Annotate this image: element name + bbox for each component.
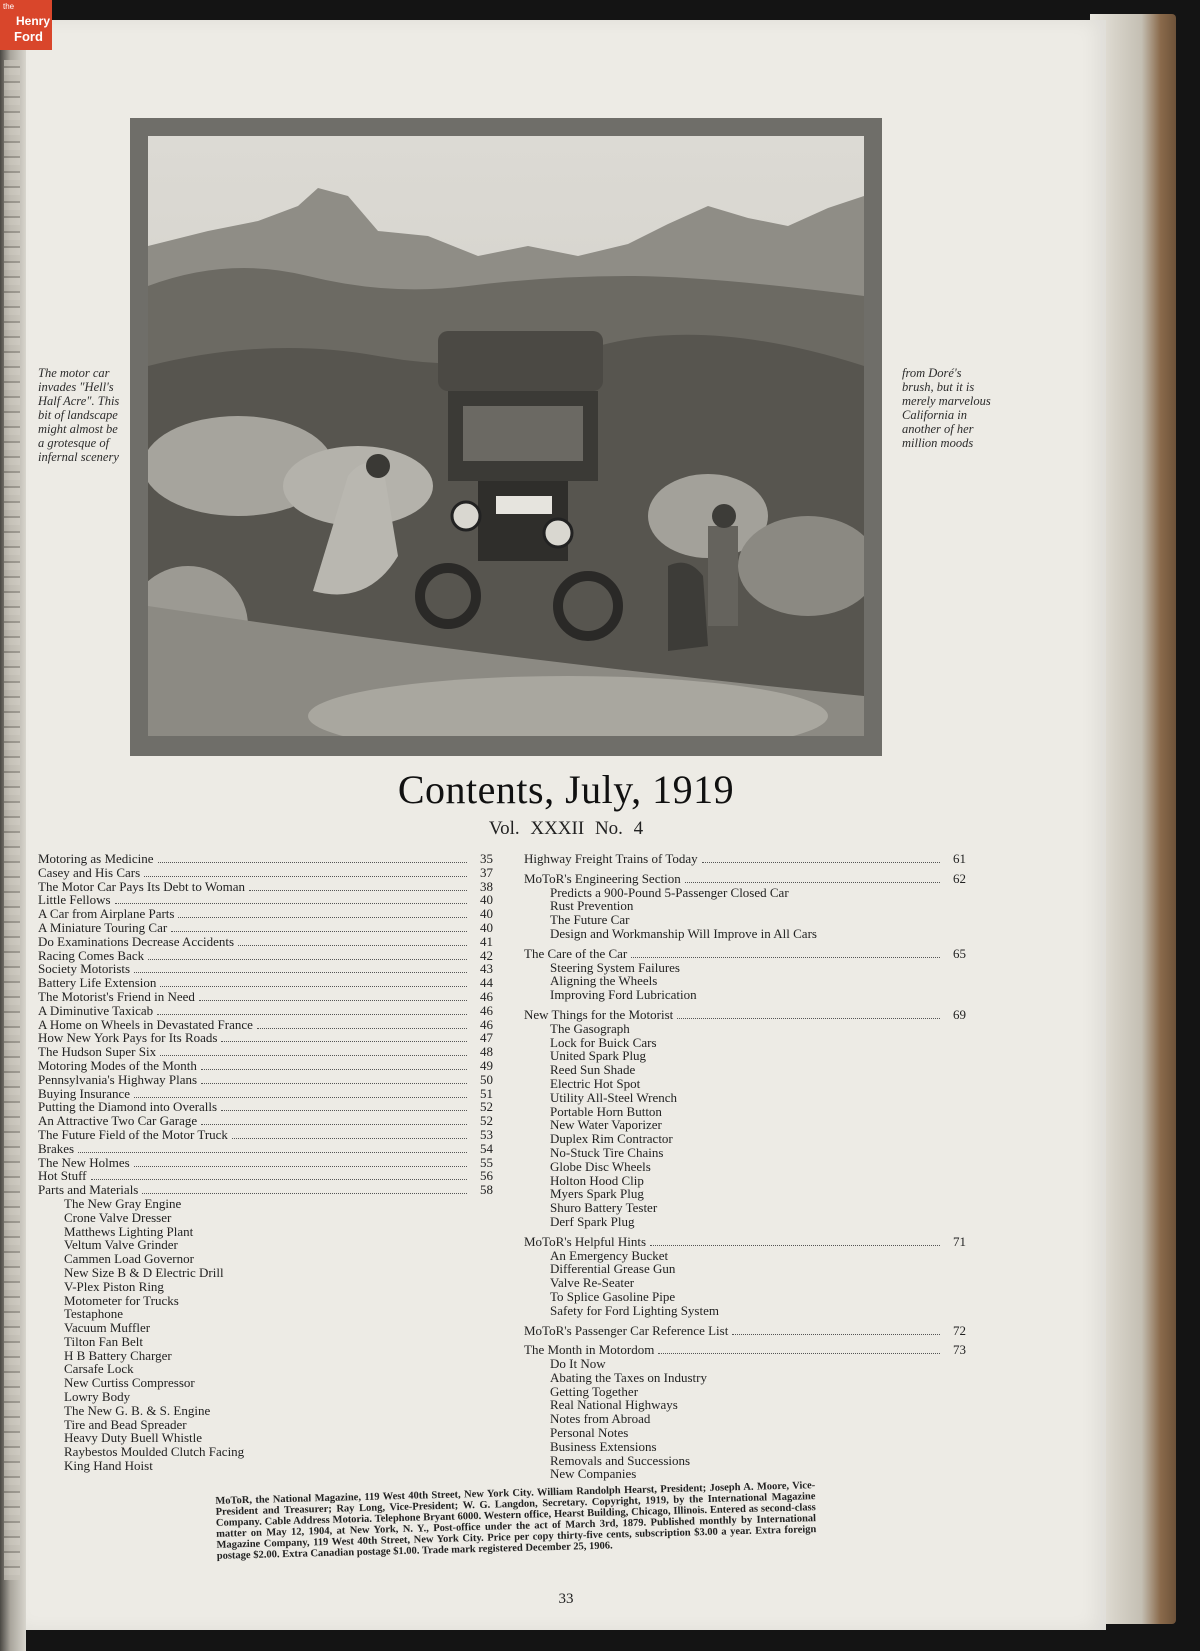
toc-subentry: Tire and Bead Spreader (64, 1416, 187, 1432)
toc-entry (38, 1073, 493, 1087)
toc-leader-dots (702, 862, 940, 863)
toc-subentry: H B Battery Charger (64, 1347, 172, 1363)
toc-leader-dots (134, 1166, 467, 1167)
toc-leader-dots (201, 1069, 467, 1070)
toc-entry (524, 1008, 966, 1022)
toc-subentry: Lock for Buick Cars (550, 1034, 657, 1050)
toc-entry-title: Parts and Materials (38, 1182, 139, 1198)
toc-entry-title: The Hudson Super Six (38, 1044, 157, 1060)
toc-entry (524, 1324, 966, 1338)
toc-leader-dots (160, 1055, 467, 1056)
toc-entry-page: 40 (480, 919, 493, 935)
toc-entry (524, 947, 966, 961)
toc-entry (38, 1128, 493, 1142)
toc-entry (38, 1004, 493, 1018)
toc-subentry: Valve Re-Seater (550, 1275, 635, 1291)
toc-subentry: Duplex Rim Contractor (550, 1131, 673, 1147)
toc-entry (524, 852, 966, 866)
toc-entry (38, 880, 493, 894)
toc-entry-title: A Miniature Touring Car (38, 919, 168, 935)
toc-entry-title: The Motorist's Friend in Need (38, 988, 195, 1004)
toc-subentry: Differential Grease Gun (550, 1261, 676, 1277)
toc-subentry: Veltum Valve Grinder (64, 1237, 178, 1253)
toc-entry-title: Racing Comes Back (38, 947, 145, 963)
toc-entry-page: 41 (480, 933, 493, 949)
toc-subentry: Myers Spark Plug (550, 1186, 644, 1202)
toc-entry-title: The New Holmes (38, 1154, 130, 1170)
volume-line (26, 818, 1106, 840)
toc-subentry: Removals and Successions (550, 1452, 691, 1468)
toc-entry-page: 43 (480, 961, 493, 977)
toc-leader-dots (221, 1110, 467, 1111)
toc-entry-page: 46 (480, 988, 493, 1004)
toc-subentry: Aligning the Wheels (550, 973, 658, 989)
toc-subentry: Cammen Load Governor (64, 1251, 194, 1267)
page-number: 33 (558, 1591, 574, 1607)
toc-subentry: Utility All-Steel Wrench (550, 1089, 678, 1105)
toc-entry-page: 55 (480, 1154, 493, 1170)
toc-leader-dots (158, 862, 467, 863)
toc-subentry: New Water Vaporizer (550, 1117, 662, 1133)
toc-entry-title: Hot Stuff (38, 1168, 87, 1184)
toc-subentry: Do It Now (550, 1356, 606, 1372)
toc-leader-dots (249, 890, 467, 891)
toc-entry (38, 1059, 493, 1073)
toc-subentry: Carsafe Lock (64, 1361, 134, 1377)
toc-leader-dots (658, 1353, 940, 1354)
toc-subentry: Vacuum Muffler (64, 1320, 151, 1336)
toc-entry-page: 52 (480, 1099, 493, 1115)
publisher-imprint: MoToR, the National Magazine, 119 West 40th Street, New York City. William Randolph Hearst, President; Joseph A. Moore, Vice-President and Treasurer; Ray Long, Vice-President; W. G. Langdon, Secretary. Copyright, 1919, by the International Magazine Company. Cable Address Motoria. Telephone Bryant 6000. Western office, Hearst Building, Chicago, Illinois. Entered as second-class matter on May 12, 1904, at New York, N. Y., Post-office under the act of March 3rd, 1879. Published monthly by International Magazine Company, 119 West 40th Street, New York City. Price per copy thirty-five cents, subscription $3.00 a year. Extra foreign postage $2.00. Extra Canadian postage $1.00. Trade mark registered December 25, 1906. (215, 1480, 817, 1562)
toc-subentry: Testaphone (64, 1306, 124, 1322)
toc-subentry: Electric Hot Spot (550, 1075, 641, 1091)
toc-leader-dots (238, 945, 467, 946)
toc-subentry: Tilton Fan Belt (64, 1333, 143, 1349)
toc-subentry: Getting Together (550, 1383, 639, 1399)
toc-entry-page: 54 (480, 1140, 493, 1156)
toc-entry-page: 40 (480, 906, 493, 922)
toc-entry-title: Casey and His Cars (38, 864, 141, 880)
toc-entry (38, 921, 493, 935)
toc-entry-title: The Motor Car Pays Its Debt to Woman (38, 878, 246, 894)
toc-subentry: King Hand Hoist (64, 1458, 153, 1474)
adjacent-page-strip (0, 0, 26, 1651)
toc-entry-title: How New York Pays for Its Roads (38, 1030, 218, 1046)
toc-entry-title: Brakes (38, 1140, 75, 1156)
toc-subentry: An Emergency Bucket (550, 1247, 669, 1263)
toc-entry-title: Motoring Modes of the Month (38, 1057, 197, 1073)
toc-subentry: Steering System Failures (550, 959, 680, 975)
toc-leader-dots (650, 1245, 940, 1246)
toc-leader-dots (201, 1124, 467, 1125)
toc-leader-dots (134, 972, 467, 973)
toc-leader-dots (677, 1018, 940, 1019)
toc-subentry: Real National Highways (550, 1397, 678, 1413)
toc-entry-page: 46 (480, 1002, 493, 1018)
toc-leader-dots (115, 903, 467, 904)
toc-subentry: Design and Workmanship Will Improve in All Cars (550, 925, 817, 941)
toc-entry-page: 62 (953, 870, 966, 886)
toc-leader-dots (257, 1028, 467, 1029)
toc-subentry: Globe Disc Wheels (550, 1158, 651, 1174)
toc-entry-page: 58 (480, 1182, 493, 1198)
toc-entry-title: Society Motorists (38, 961, 131, 977)
toc-entry (38, 1156, 493, 1170)
toc-leader-dots (142, 1193, 467, 1194)
toc-leader-dots (91, 1179, 467, 1180)
toc-subentry: Shuro Battery Tester (550, 1200, 658, 1216)
toc-entry-page: 72 (953, 1322, 966, 1338)
toc-entry (38, 990, 493, 1004)
toc-entry-title: A Diminutive Taxicab (38, 1002, 154, 1018)
toc-left-column (38, 852, 493, 1473)
toc-leader-dots (178, 917, 467, 918)
toc-leader-dots (221, 1041, 467, 1042)
toc-subentry: New Size B & D Electric Drill (64, 1264, 224, 1280)
toc-entry (38, 852, 493, 866)
toc-entry-page: 48 (480, 1044, 493, 1060)
toc-entry (38, 1114, 493, 1128)
toc-leader-dots (160, 986, 467, 987)
toc-entry-title: Little Fellows (38, 892, 111, 908)
toc-subentry: Abating the Taxes on Industry (550, 1369, 707, 1385)
toc-entry-title: The Care of the Car (524, 945, 628, 961)
toc-entry-title: Battery Life Extension (38, 975, 157, 991)
toc-subentry: The Future Car (550, 912, 630, 928)
toc-entry-page: 37 (480, 864, 493, 880)
toc-subentry: Portable Horn Button (550, 1103, 662, 1119)
toc-subentry: Safety for Ford Lighting System (550, 1302, 719, 1318)
toc-subentry: To Splice Gasoline Pipe (550, 1288, 676, 1304)
toc-subentry: Business Extensions (550, 1438, 657, 1454)
toc-entry-page: 38 (480, 878, 493, 894)
toc-subentry: The New G. B. & S. Engine (64, 1402, 211, 1418)
toc-entry (524, 872, 966, 886)
toc-entry-page: 50 (480, 1071, 493, 1087)
toc-subentry: Improving Ford Lubrication (550, 987, 697, 1003)
toc-entry (524, 1235, 966, 1249)
toc-leader-dots (148, 959, 467, 960)
toc-entry-title: Do Examinations Decrease Accidents (38, 933, 235, 949)
toc-subentry: United Spark Plug (550, 1048, 647, 1064)
toc-subentry: V-Plex Piston Ring (64, 1278, 164, 1294)
toc-subentry: Reed Sun Shade (550, 1062, 636, 1078)
toc-entry-page: 52 (480, 1113, 493, 1129)
toc-entry (38, 1100, 493, 1114)
car-in-desert-photo (148, 136, 864, 736)
toc-subentry: Holton Hood Clip (550, 1172, 644, 1188)
toc-entry (38, 1183, 493, 1197)
toc-subentry: Notes from Abroad (550, 1411, 651, 1427)
toc-entry-title: A Home on Wheels in Devastated France (38, 1016, 253, 1032)
toc-entry-title: Highway Freight Trains of Today (524, 851, 698, 866)
toc-entry-page: 51 (480, 1085, 493, 1101)
volume: Vol. XXXII (488, 818, 585, 839)
toc-entry-title: The Month in Motordom (524, 1342, 655, 1358)
toc-subentry: New Curtiss Compressor (64, 1375, 195, 1391)
toc-entry (38, 1018, 493, 1032)
toc-leader-dots (685, 882, 940, 883)
toc-entry-page: 71 (953, 1233, 966, 1249)
toc-entry-page: 65 (953, 945, 966, 961)
toc-entry (38, 949, 493, 963)
toc-entry-title: MoToR's Passenger Car Reference List (524, 1322, 729, 1338)
toc-leader-dots (732, 1334, 940, 1335)
toc-subentry: Heavy Duty Buell Whistle (64, 1430, 203, 1446)
toc-subentry: Predicts a 900-Pound 5-Passenger Closed Car (550, 884, 789, 900)
toc-entry-title: A Car from Airplane Parts (38, 906, 175, 922)
logo-the: the (3, 2, 15, 11)
toc-leader-dots (232, 1138, 467, 1139)
toc-subentry: Raybestos Moulded Clutch Facing (64, 1444, 245, 1460)
toc-subentry: The Gasograph (550, 1020, 630, 1036)
toc-subentry: Matthews Lighting Plant (64, 1223, 194, 1239)
toc-entry (38, 1031, 493, 1045)
toc-entry-title: Pennsylvania's Highway Plans (38, 1071, 198, 1087)
toc-entry (524, 1343, 966, 1357)
toc-entry-title: Buying Insurance (38, 1085, 131, 1101)
toc-entry-title: MoToR's Helpful Hints (524, 1233, 647, 1249)
toc-entry-title: Motoring as Medicine (38, 851, 154, 866)
logo-line2: Ford (14, 29, 43, 44)
toc-entry (38, 1045, 493, 1059)
toc-entry (38, 1087, 493, 1101)
toc-subentry: Motometer for Trucks (64, 1292, 179, 1308)
toc-entry-page: 46 (480, 1016, 493, 1032)
caption-left: The motor car invades "Hell's Half Acre". This bit of landscape might almost be a grotesque of infernal scenery (38, 366, 120, 464)
page-title: Contents, July, 1919 (397, 767, 735, 812)
toc-entry (38, 866, 493, 880)
toc-entry (38, 893, 493, 907)
toc-leader-dots (171, 931, 467, 932)
toc-leader-dots (78, 1152, 467, 1153)
toc-entry-page: 49 (480, 1057, 493, 1073)
toc-entry (38, 976, 493, 990)
toc-leader-dots (631, 957, 940, 958)
toc-leader-dots (157, 1014, 467, 1015)
toc-subentry: Derf Spark Plug (550, 1213, 635, 1229)
toc-entry-page: 56 (480, 1168, 493, 1184)
toc-entry-title: New Things for the Motorist (524, 1006, 674, 1022)
caption-right: from Doré's brush, but it is merely marvelous California in another of her million moods (902, 366, 991, 450)
toc-entry-title: The Future Field of the Motor Truck (38, 1126, 228, 1142)
toc-entry (38, 1142, 493, 1156)
issue-number: No. 4 (594, 818, 644, 839)
toc-leader-dots (144, 876, 467, 877)
magazine-page (26, 20, 1106, 1630)
toc-subentry: Rust Prevention (550, 898, 634, 914)
toc-entry-page: 42 (480, 947, 493, 963)
toc-entry (38, 935, 493, 949)
toc-leader-dots (134, 1097, 467, 1098)
toc-entry (38, 907, 493, 921)
toc-entry-page: 73 (953, 1342, 966, 1358)
toc-entry-page: 53 (480, 1126, 493, 1142)
toc-entry-page: 47 (480, 1030, 493, 1046)
toc-entry-page: 44 (480, 975, 493, 991)
toc-entry (38, 962, 493, 976)
toc-entry-page: 61 (953, 851, 966, 866)
photograph (130, 118, 882, 756)
toc-entry-page: 40 (480, 892, 493, 908)
toc-subentry: Crone Valve Dresser (64, 1209, 172, 1225)
toc-subentry: Personal Notes (550, 1425, 629, 1441)
toc-subentry: No-Stuck Tire Chains (550, 1144, 664, 1160)
toc-entry-title: An Attractive Two Car Garage (38, 1113, 198, 1129)
toc-entry-page: 35 (480, 851, 493, 866)
toc-subentry: Lowry Body (64, 1389, 131, 1405)
toc-leader-dots (201, 1083, 467, 1084)
toc-entry-title: Putting the Diamond into Overalls (38, 1099, 218, 1115)
toc-right-column (524, 852, 966, 1481)
toc-subentry: The New Gray Engine (64, 1195, 182, 1211)
toc-entry-page: 69 (953, 1006, 966, 1022)
toc-entry-title: MoToR's Engineering Section (524, 870, 681, 886)
toc-entry (38, 1169, 493, 1183)
toc-leader-dots (199, 1000, 467, 1001)
henry-ford-logo (0, 0, 52, 50)
logo-line1: Henry (16, 14, 51, 28)
toc-subentry: New Companies (550, 1466, 637, 1482)
